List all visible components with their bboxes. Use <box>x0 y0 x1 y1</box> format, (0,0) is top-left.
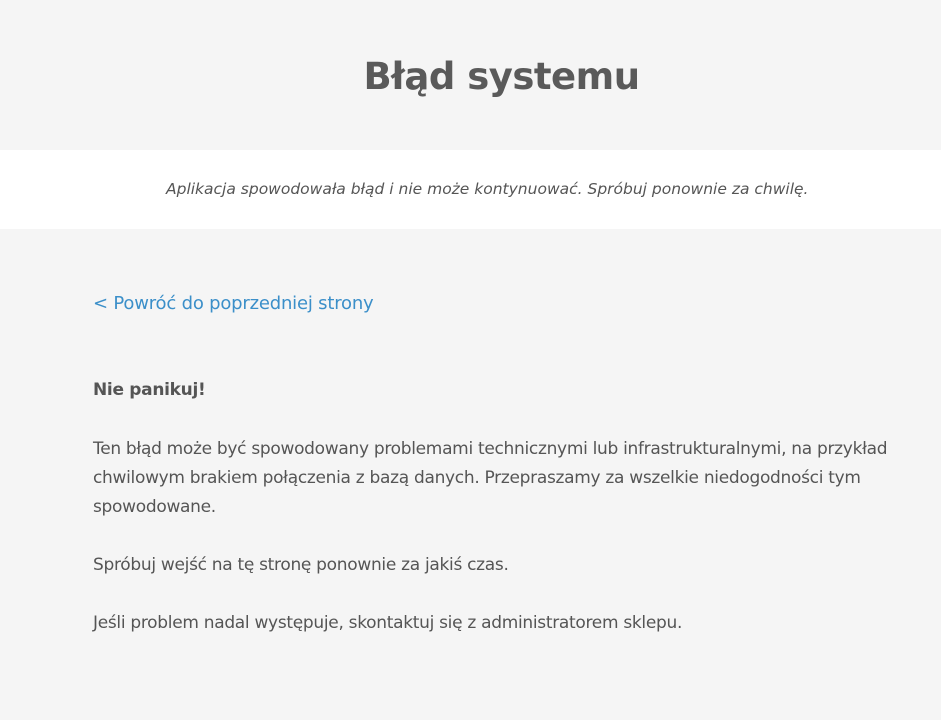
dont-panic-heading: Nie panikuj! <box>93 380 206 400</box>
contact-admin-paragraph: Jeśli problem nadal występuje, skontaktuj się z administratorem sklepu. <box>93 613 683 633</box>
back-link[interactable]: < Powróć do poprzedniej strony <box>93 293 374 314</box>
error-message-band <box>0 150 941 229</box>
page-header <box>0 0 941 150</box>
error-content <box>0 229 941 638</box>
page-title: Błąd systemu <box>363 55 640 98</box>
retry-paragraph: Spróbuj wejść na tę stronę ponownie za jakiś czas. <box>93 555 509 575</box>
explanation-paragraph: Ten błąd może być spowodowany problemami technicznymi lub infrastrukturalnymi, na przykład chwilowym brakiem połączenia z bazą danych. Przepraszamy za wszelkie niedogodności tym spowodowane. <box>93 439 888 517</box>
error-message: Aplikacja spowodowała błąd i nie może kontynuować. Spróbuj ponownie za chwilę. <box>166 180 809 198</box>
